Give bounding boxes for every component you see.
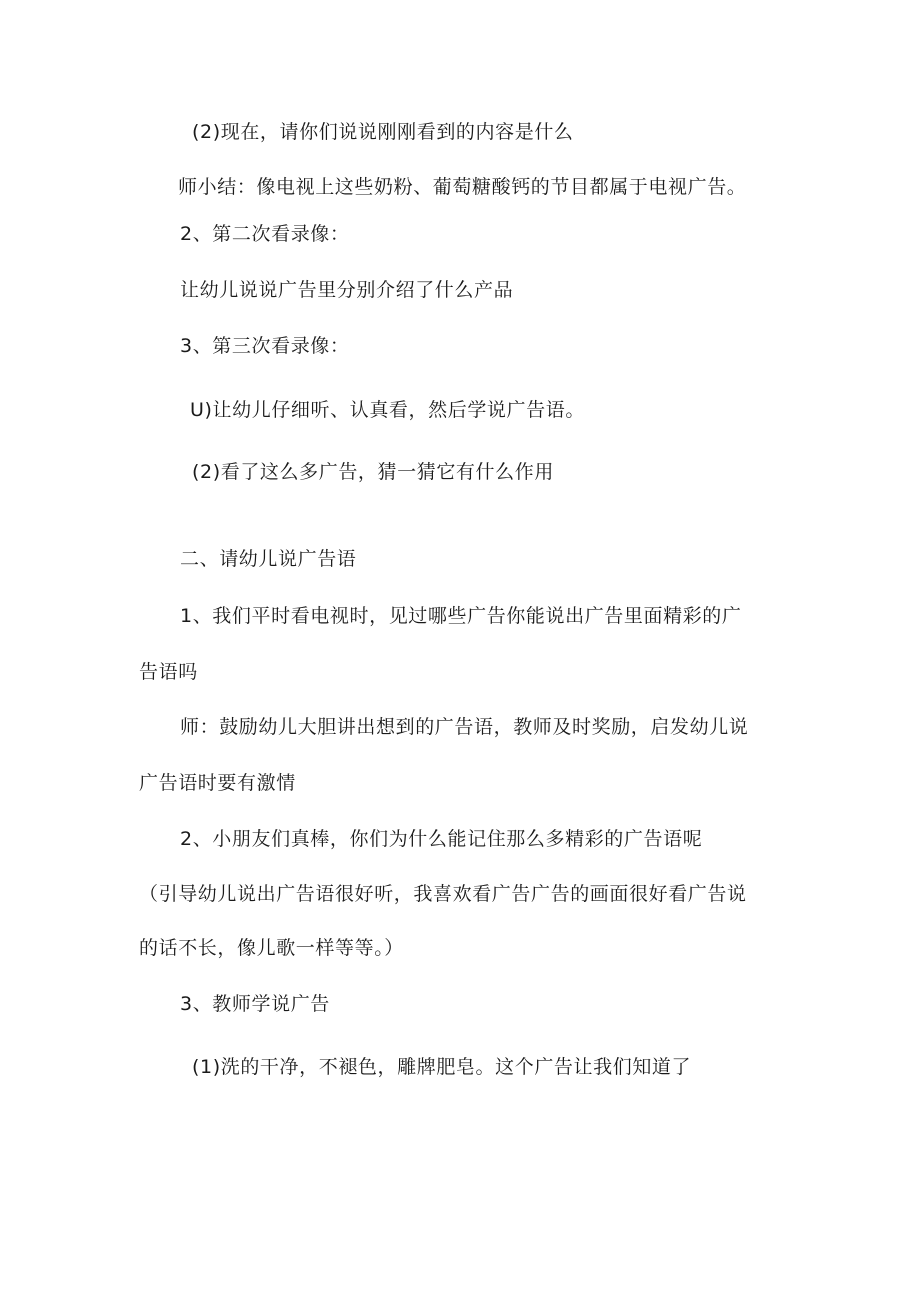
- paragraph-line: 让幼儿说说广告里分别介绍了什么产品: [180, 279, 514, 301]
- paragraph-line: 师小结：像电视上这些奶粉、葡萄糖酸钙的节目都属于电视广告。: [178, 176, 747, 198]
- paragraph-line: 告语吗: [139, 661, 198, 683]
- paragraph-line: 2、第二次看录像：: [180, 223, 350, 245]
- paragraph-line: 师：鼓励幼儿大胆讲出想到的广告语，教师及时奖励，启发幼儿说: [180, 716, 749, 738]
- paragraph-line: (2)看了这么多广告，猜一猜它有什么作用: [192, 461, 554, 483]
- paragraph-line: (2)现在，请你们说说刚刚看到的内容是什么: [192, 121, 574, 143]
- paragraph-line: U)让幼儿仔细听、认真看，然后学说广告语。: [190, 399, 585, 421]
- section-heading: 二、请幼儿说广告语: [180, 548, 357, 570]
- paragraph-line: （引导幼儿说出广告语很好听，我喜欢看广告广告的画面很好看广告说: [139, 883, 747, 905]
- paragraph-line: 2、小朋友们真棒，你们为什么能记住那么多精彩的广告语呢: [180, 828, 703, 850]
- paragraph-line: (1)洗的干净，不褪色，雕牌肥皂。这个广告让我们知道了: [192, 1056, 692, 1078]
- paragraph-line: 1、我们平时看电视时，见过哪些广告你能说出广告里面精彩的广: [180, 605, 742, 627]
- paragraph-line: 3、第三次看录像：: [180, 335, 350, 357]
- paragraph-line: 广告语时要有激情: [139, 772, 296, 794]
- paragraph-line: 的话不长，像儿歌一样等等。）: [139, 937, 404, 959]
- paragraph-line: 3、教师学说广告: [180, 993, 330, 1015]
